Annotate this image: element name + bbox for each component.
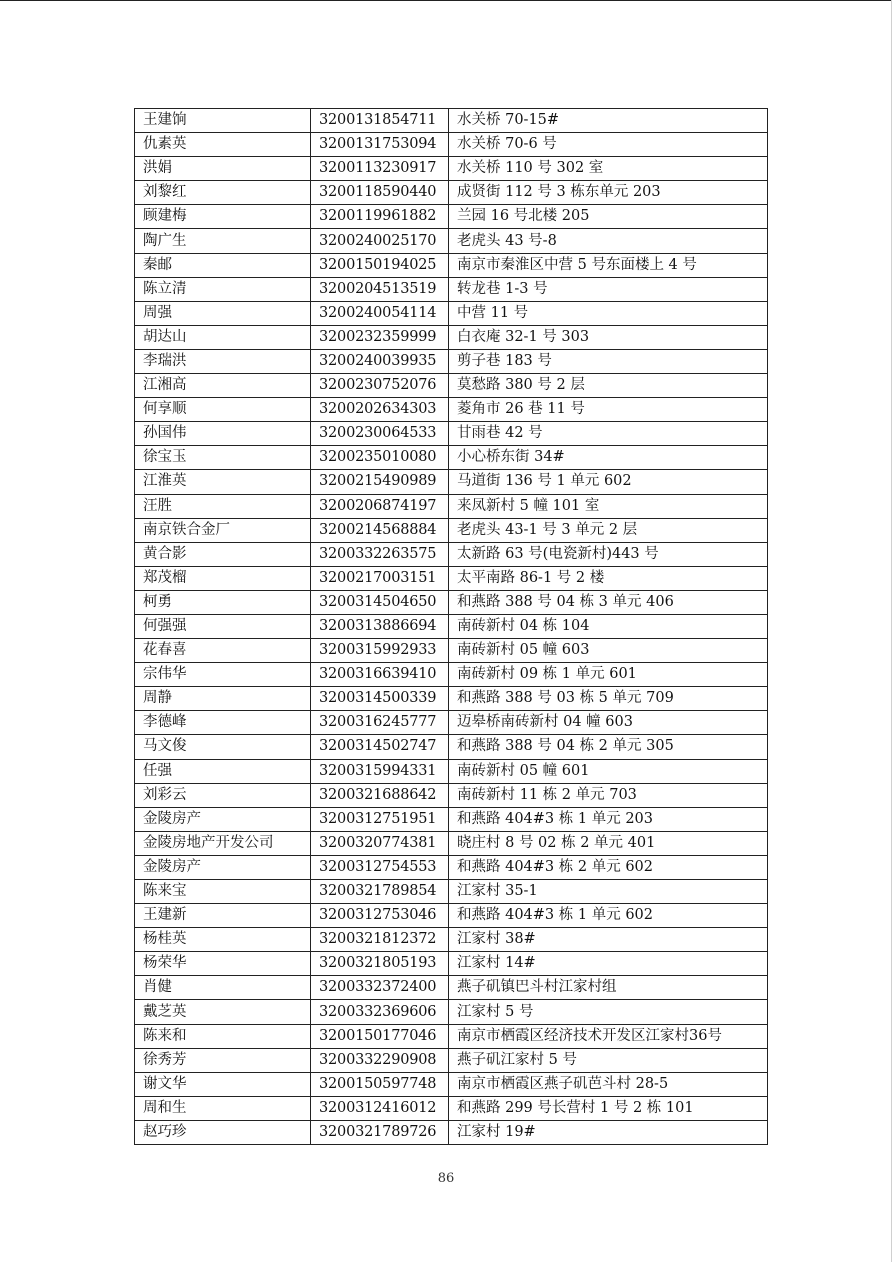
address-cell: 南京市栖霞区燕子矶芭斗村 28-5	[449, 1072, 768, 1096]
address-cell: 剪子巷 183 号	[449, 349, 768, 373]
table-row	[135, 566, 768, 590]
table-row	[135, 759, 768, 783]
table-row	[135, 181, 768, 205]
name-cell: 王建饷	[135, 109, 311, 133]
address-cell: 来凤新村 5 幢 101 室	[449, 494, 768, 518]
table-row	[135, 880, 768, 904]
address-cell: 燕子矶江家村 5 号	[449, 1048, 768, 1072]
address-cell: 成贤街 112 号 3 栋东单元 203	[449, 181, 768, 205]
address-cell: 水关桥 70-6 号	[449, 133, 768, 157]
name-cell: 陶广生	[135, 229, 311, 253]
address-cell: 南砖新村 05 幢 603	[449, 639, 768, 663]
name-cell: 刘彩云	[135, 783, 311, 807]
table-row	[135, 518, 768, 542]
account-number-cell: 3200316639410	[311, 663, 449, 687]
account-number-cell: 3200118590440	[311, 181, 449, 205]
name-cell: 汪胜	[135, 494, 311, 518]
account-number-cell: 3200206874197	[311, 494, 449, 518]
name-cell: 赵巧珍	[135, 1120, 311, 1144]
table-row	[135, 422, 768, 446]
name-cell: 顾建梅	[135, 205, 311, 229]
account-number-cell: 3200240025170	[311, 229, 449, 253]
address-cell: 白衣庵 32-1 号 303	[449, 325, 768, 349]
name-cell: 陈来宝	[135, 880, 311, 904]
address-cell: 小心桥东街 34#	[449, 446, 768, 470]
address-cell: 南砖新村 04 栋 104	[449, 614, 768, 638]
name-cell: 李德峰	[135, 711, 311, 735]
account-number-cell: 3200332369606	[311, 1000, 449, 1024]
name-cell: 胡达山	[135, 325, 311, 349]
name-cell: 秦邮	[135, 253, 311, 277]
name-cell: 洪娟	[135, 157, 311, 181]
account-number-cell: 3200215490989	[311, 470, 449, 494]
address-cell: 和燕路 404#3 栋 1 单元 203	[449, 807, 768, 831]
table-row	[135, 446, 768, 470]
account-number-cell: 3200321688642	[311, 783, 449, 807]
address-cell: 江家村 35-1	[449, 880, 768, 904]
name-cell: 柯勇	[135, 590, 311, 614]
address-cell: 莫愁路 380 号 2 层	[449, 374, 768, 398]
address-cell: 晓庄村 8 号 02 栋 2 单元 401	[449, 831, 768, 855]
name-cell: 徐秀芳	[135, 1048, 311, 1072]
account-number-cell: 3200321789726	[311, 1120, 449, 1144]
address-cell: 迈皋桥南砖新村 04 幢 603	[449, 711, 768, 735]
address-cell: 菱角市 26 巷 11 号	[449, 398, 768, 422]
account-number-cell: 3200131753094	[311, 133, 449, 157]
table-row	[135, 205, 768, 229]
account-number-cell: 3200315992933	[311, 639, 449, 663]
name-cell: 何享顺	[135, 398, 311, 422]
table-row	[135, 398, 768, 422]
table-row	[135, 687, 768, 711]
table-row	[135, 735, 768, 759]
table-row	[135, 1000, 768, 1024]
account-number-cell: 3200235010080	[311, 446, 449, 470]
account-number-cell: 3200217003151	[311, 566, 449, 590]
account-number-cell: 3200314502747	[311, 735, 449, 759]
name-cell: 江淮英	[135, 470, 311, 494]
table-row	[135, 614, 768, 638]
name-cell: 刘黎红	[135, 181, 311, 205]
name-cell: 金陵房地产开发公司	[135, 831, 311, 855]
name-cell: 郑茂榴	[135, 566, 311, 590]
table-row	[135, 807, 768, 831]
address-cell: 南京市栖霞区经济技术开发区江家村36号	[449, 1024, 768, 1048]
table-row	[135, 590, 768, 614]
table-row	[135, 1096, 768, 1120]
address-cell: 和燕路 388 号 04 栋 3 单元 406	[449, 590, 768, 614]
name-cell: 仇素英	[135, 133, 311, 157]
account-number-cell: 3200150194025	[311, 253, 449, 277]
name-cell: 金陵房产	[135, 855, 311, 879]
address-cell: 江家村 14#	[449, 952, 768, 976]
address-cell: 南京市秦淮区中营 5 号东面楼上 4 号	[449, 253, 768, 277]
table-row	[135, 928, 768, 952]
address-cell: 老虎头 43 号-8	[449, 229, 768, 253]
name-cell: 戴芝英	[135, 1000, 311, 1024]
table-row	[135, 831, 768, 855]
account-number-cell: 3200230064533	[311, 422, 449, 446]
name-cell: 谢文华	[135, 1072, 311, 1096]
name-cell: 金陵房产	[135, 807, 311, 831]
name-cell: 马文俊	[135, 735, 311, 759]
table-row	[135, 374, 768, 398]
page-number: 86	[437, 1171, 455, 1186]
account-number-cell: 3200150597748	[311, 1072, 449, 1096]
table-row	[135, 1048, 768, 1072]
table-row	[135, 229, 768, 253]
address-cell: 燕子矶镇巴斗村江家村组	[449, 976, 768, 1000]
account-number-cell: 3200312416012	[311, 1096, 449, 1120]
table-row	[135, 639, 768, 663]
account-number-cell: 3200214568884	[311, 518, 449, 542]
table-row	[135, 157, 768, 181]
address-cell: 甘雨巷 42 号	[449, 422, 768, 446]
name-cell: 徐宝玉	[135, 446, 311, 470]
name-cell: 周强	[135, 301, 311, 325]
address-cell: 江家村 38#	[449, 928, 768, 952]
name-cell: 周静	[135, 687, 311, 711]
address-cell: 太平南路 86-1 号 2 楼	[449, 566, 768, 590]
address-cell: 南砖新村 05 幢 601	[449, 759, 768, 783]
table-row	[135, 1072, 768, 1096]
table-row	[135, 253, 768, 277]
table-row	[135, 325, 768, 349]
address-cell: 马道街 136 号 1 单元 602	[449, 470, 768, 494]
account-number-cell: 3200332372400	[311, 976, 449, 1000]
account-number-cell: 3200332290908	[311, 1048, 449, 1072]
table-row	[135, 349, 768, 373]
address-cell: 兰园 16 号北楼 205	[449, 205, 768, 229]
records-table	[134, 108, 768, 1145]
table-row	[135, 976, 768, 1000]
account-number-cell: 3200202634303	[311, 398, 449, 422]
table-row	[135, 952, 768, 976]
account-number-cell: 3200113230917	[311, 157, 449, 181]
account-number-cell: 3200240054114	[311, 301, 449, 325]
name-cell: 任强	[135, 759, 311, 783]
account-number-cell: 3200321789854	[311, 880, 449, 904]
address-cell: 和燕路 404#3 栋 1 单元 602	[449, 904, 768, 928]
name-cell: 孙国伟	[135, 422, 311, 446]
address-cell: 江家村 19#	[449, 1120, 768, 1144]
name-cell: 杨桂英	[135, 928, 311, 952]
address-cell: 太新路 63 号(电瓷新村)443 号	[449, 542, 768, 566]
account-number-cell: 3200131854711	[311, 109, 449, 133]
records-table-body	[135, 109, 768, 1145]
address-cell: 老虎头 43-1 号 3 单元 2 层	[449, 518, 768, 542]
name-cell: 李瑞洪	[135, 349, 311, 373]
account-number-cell: 3200119961882	[311, 205, 449, 229]
account-number-cell: 3200204513519	[311, 277, 449, 301]
account-number-cell: 3200321812372	[311, 928, 449, 952]
table-row	[135, 470, 768, 494]
address-cell: 和燕路 388 号 04 栋 2 单元 305	[449, 735, 768, 759]
page-top-border	[0, 0, 892, 1]
table-row	[135, 904, 768, 928]
table-row	[135, 133, 768, 157]
address-cell: 水关桥 70-15#	[449, 109, 768, 133]
name-cell: 宗伟华	[135, 663, 311, 687]
account-number-cell: 3200232359999	[311, 325, 449, 349]
table-row	[135, 301, 768, 325]
table-row	[135, 1024, 768, 1048]
name-cell: 王建新	[135, 904, 311, 928]
name-cell: 江湘高	[135, 374, 311, 398]
account-number-cell: 3200313886694	[311, 614, 449, 638]
name-cell: 何强强	[135, 614, 311, 638]
address-cell: 和燕路 404#3 栋 2 单元 602	[449, 855, 768, 879]
table-row	[135, 855, 768, 879]
address-cell: 中营 11 号	[449, 301, 768, 325]
address-cell: 南砖新村 09 栋 1 单元 601	[449, 663, 768, 687]
account-number-cell: 3200312754553	[311, 855, 449, 879]
address-cell: 江家村 5 号	[449, 1000, 768, 1024]
name-cell: 南京铁合金厂	[135, 518, 311, 542]
account-number-cell: 3200314500339	[311, 687, 449, 711]
table-row	[135, 277, 768, 301]
name-cell: 陈来和	[135, 1024, 311, 1048]
address-cell: 水关桥 110 号 302 室	[449, 157, 768, 181]
address-cell: 和燕路 299 号长营村 1 号 2 栋 101	[449, 1096, 768, 1120]
address-cell: 南砖新村 11 栋 2 单元 703	[449, 783, 768, 807]
account-number-cell: 3200314504650	[311, 590, 449, 614]
account-number-cell: 3200321805193	[311, 952, 449, 976]
table-row	[135, 542, 768, 566]
account-number-cell: 3200312751951	[311, 807, 449, 831]
account-number-cell: 3200240039935	[311, 349, 449, 373]
account-number-cell: 3200320774381	[311, 831, 449, 855]
address-cell: 转龙巷 1-3 号	[449, 277, 768, 301]
account-number-cell: 3200312753046	[311, 904, 449, 928]
table-row	[135, 711, 768, 735]
name-cell: 杨荣华	[135, 952, 311, 976]
name-cell: 周和生	[135, 1096, 311, 1120]
name-cell: 花春喜	[135, 639, 311, 663]
account-number-cell: 3200230752076	[311, 374, 449, 398]
table-row	[135, 663, 768, 687]
address-cell: 和燕路 388 号 03 栋 5 单元 709	[449, 687, 768, 711]
table-row	[135, 109, 768, 133]
name-cell: 肖健	[135, 976, 311, 1000]
table-row	[135, 1120, 768, 1144]
account-number-cell: 3200315994331	[311, 759, 449, 783]
name-cell: 陈立清	[135, 277, 311, 301]
account-number-cell: 3200316245777	[311, 711, 449, 735]
name-cell: 黄合影	[135, 542, 311, 566]
table-row	[135, 783, 768, 807]
account-number-cell: 3200332263575	[311, 542, 449, 566]
account-number-cell: 3200150177046	[311, 1024, 449, 1048]
table-row	[135, 494, 768, 518]
